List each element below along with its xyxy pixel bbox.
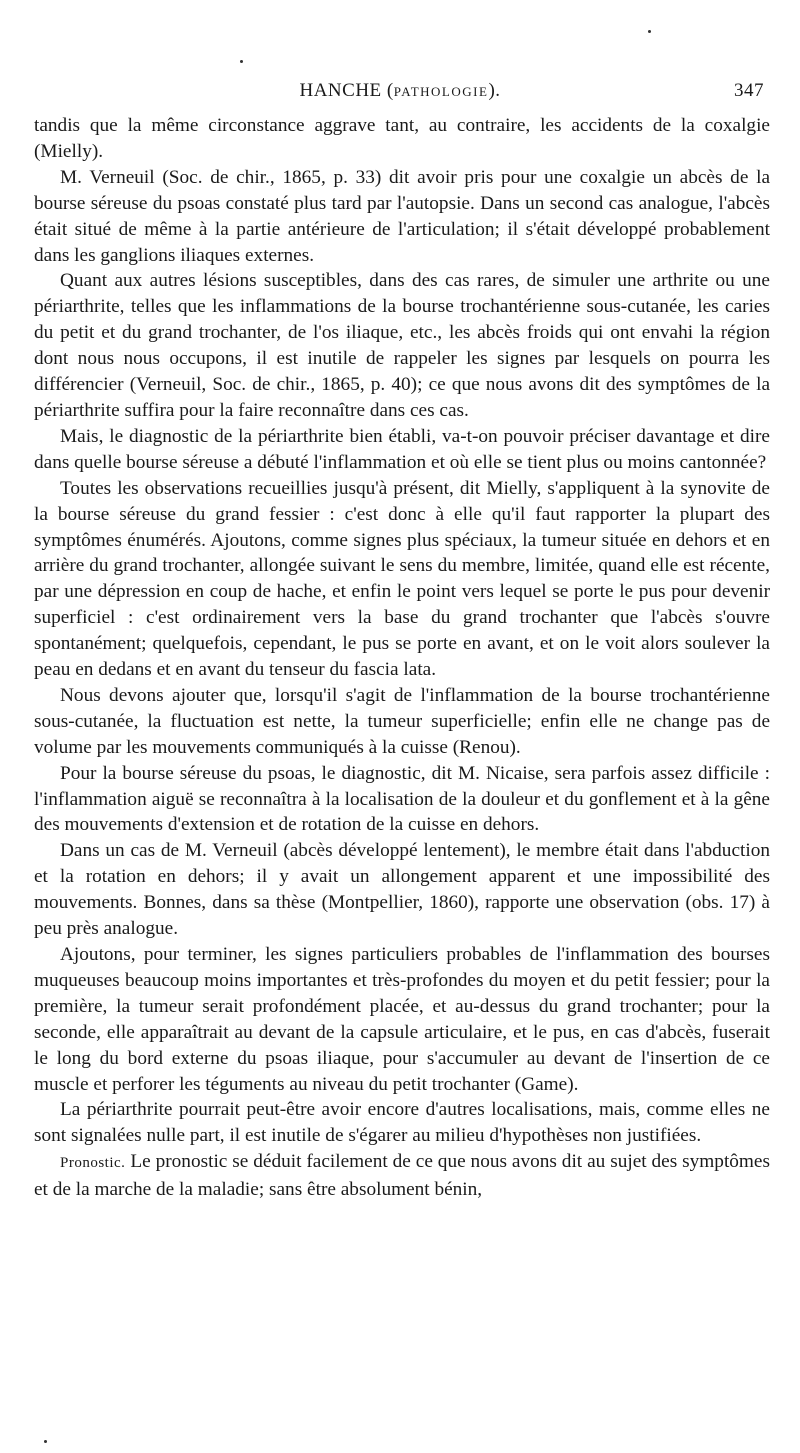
paragraph-2: M. Verneuil (Soc. de chir., 1865, p. 33) dit avoir pris pour une coxalgie un abcès de la bourse séreuse du psoas constaté plus tard par l'autopsie. Dans un second cas analogue, l'abcès était situé de même à la partie antérieure de l'articulation; il s'était développé probablement dans les ganglions iliaques externes. (34, 166, 770, 266)
paragraph-8: Dans un cas de M. Verneuil (abcès développé lentement), le membre était dans l'abduction et la rotation en dehors; il y avait un allongement apparent et une impossibilité des mouvements. Bonnes, dans sa thèse (Montpellier, 1860), rapporte une observation (obs. 17) à peu près analogue. (34, 840, 770, 940)
print-speck (44, 1440, 47, 1443)
running-head (34, 80, 766, 108)
print-speck (648, 30, 651, 33)
running-title: HANCHE (PATHOLOGIE). (299, 80, 501, 101)
prognosis-text: Le pronostic se déduit facilement de ce que nous avons dit au sujet des symptômes et de la marche de la maladie; sans être absolument bénin, (34, 1151, 770, 1201)
paragraph-9: Ajoutons, pour terminer, les signes particuliers probables de l'inflammation des bourses muqueuses beaucoup moins importantes et très-profondes du moyen et du petit fessier; pour la première, la tumeur serait profondément placée, et au-dessus du grand trochanter; pour la seconde, elle apparaîtrait au devant de la capsule articulaire, et le pus, en cas d'abcès, fuserait le long du bord externe du psoas iliaque, pour s'accumuler au devant de l'insertion de ce muscle et perforer les téguments au niveau du petit trochanter (Game). (34, 944, 770, 1095)
print-speck (240, 60, 243, 63)
running-title-main: HANCHE (299, 80, 382, 101)
paragraph-7: Pour la bourse séreuse du psoas, le diagnostic, dit M. Nicaise, sera parfois assez difficile : l'inflammation aiguë se reconnaîtra à la localisation de la douleur et du gonflement et à la gêne des mouvements d'extension et de rotation de la cuisse en dehors. (34, 762, 770, 836)
prognosis-heading: Pronostic. (60, 1155, 126, 1172)
paragraph-4: Mais, le diagnostic de la périarthrite bien établi, va-t-on pouvoir préciser davantage et dire dans quelle bourse séreuse a débuté l'inflammation et où elle se tient plus ou moins cantonnée? (34, 425, 770, 473)
paragraph-1: tandis que la même circonstance aggrave tant, au contraire, les accidents de la coxalgie (Mielly). (34, 115, 770, 162)
page-number: 347 (734, 80, 764, 101)
paragraph-10: La périarthrite pourrait peut-être avoir encore d'autres localisations, mais, comme elles ne sont signalées nulle part, il est inutile de s'égarer au milieu d'hypothèses non justifiées. (34, 1099, 770, 1147)
paragraph-3: Quant aux autres lésions susceptibles, dans des cas rares, de simuler une arthrite ou une périarthrite, telles que les inflammations de la bourse trochantérienne sous-cutanée, les caries du petit et du grand trochanter, de l'os iliaque, etc., les abcès froids qui ont envahi la région dont nous nous occupons, il est inutile de rappeler les signes par lesquels on pourra les différencier (Verneuil, Soc. de chir., 1865, p. 40); ce que nous avons dit des symptômes de la périarthrite suffira pour la faire reconnaître dans ces cas. (34, 270, 770, 421)
paragraph-6: Nous devons ajouter que, lorsqu'il s'agit de l'inflammation de la bourse trochantérienne sous-cutanée, la fluctuation est nette, la tumeur superficielle; enfin elle ne change pas de volume par les mouvements communiqués à la cuisse (Renou). (34, 684, 770, 758)
paragraph-5: Toutes les observations recueillies jusqu'à présent, dit Mielly, s'appliquent à la synovite de la bourse séreuse du grand fessier : c'est donc à elle qu'il faut rapporter la plupart des symptômes énumérés. Ajoutons, comme signes plus spéciaux, la tumeur située en dehors et en arrière du grand trochanter, allongée suivant le sens du membre, limitée, quand elle est récente, par une dépression en coup de hache, et enfin le point vers lequel se porte le pus pour devenir superficiel : c'est ordinairement vers la base du grand trochanter que l'abcès s'ouvre spontanément; quelquefois, cependant, le pus se porte en avant, et on le voit alors soulever la peau en dedans et en avant du tenseur du fascia lata. (34, 477, 770, 681)
running-title-sub: PATHOLOGIE (393, 84, 489, 99)
paragraph-prognosis (34, 1149, 770, 1203)
body-text (34, 113, 770, 1203)
